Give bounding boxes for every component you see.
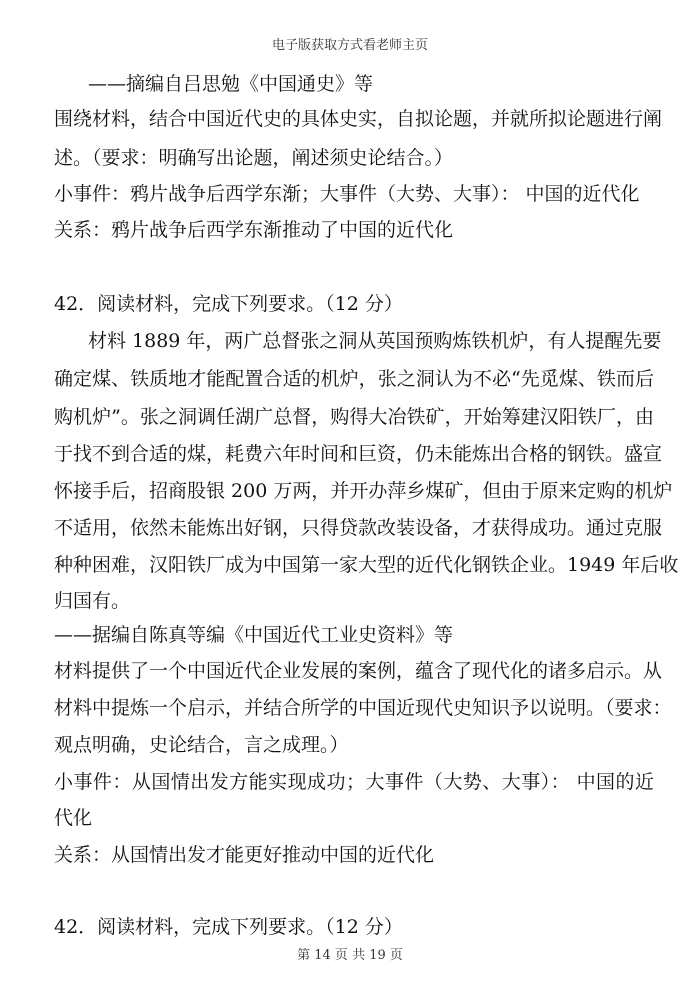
small-event-line-2-continued: 代化 [54, 807, 93, 829]
question-instruction-line-4: 材料中提炼一个启示，并结合所学的中国近现代史知识予以说明。（要求： [54, 697, 672, 719]
material-paragraph-line-6: 不适用，依然未能炼出好钢，只得贷款改装设备，才获得成功。通过克服 [54, 517, 663, 539]
question-instruction-line-3: 材料提供了一个中国近代企业发展的案例，蕴含了现代化的诸多启示。从 [54, 660, 663, 682]
relation-line-1: 关系：鸦片战争后西学东渐推动了中国的近代化 [54, 219, 454, 241]
question-42-heading-2: 42．阅读材料，完成下列要求。（12 分） [54, 916, 403, 938]
material-paragraph-line-7: 种种困难，汉阳铁厂成为中国第一家大型的近代化钢铁企业。1949 年后收 [54, 554, 679, 576]
material-paragraph-line-4: 于找不到合适的煤，耗费六年时间和巨资，仍未能炼出合格的钢铁。盛宣 [54, 443, 663, 465]
small-event-line-1: 小事件：鸦片战争后西学东渐；大事件（大势、大事）： 中国的近代化 [54, 183, 640, 205]
relation-line-2: 关系：从国情出发才能更好推动中国的近代化 [54, 844, 435, 866]
page-footer: 第 14 页 共 19 页 [297, 948, 403, 963]
source-citation-1: ——摘编自吕思勉《中国通史》等 [88, 73, 374, 95]
question-instruction-line-1: 围绕材料，结合中国近代史的具体史实，自拟论题，并就所拟论题进行阐 [54, 108, 663, 130]
material-paragraph-line-1: 材料 1889 年，两广总督张之洞从英国预购炼铁机炉，有人提醒先要 [88, 330, 662, 352]
material-paragraph-line-5: 怀接手后，招商股银 200 万两，并开办萍乡煤矿，但由于原来定购的机炉 [54, 480, 673, 502]
question-instruction-line-2: 述。（要求：明确写出论题，阐述须史论结合。） [54, 147, 454, 169]
page-header: 电子版获取方式看老师主页 [271, 38, 428, 53]
material-paragraph-line-8: 归国有。 [54, 590, 131, 612]
source-citation-2: ——据编自陈真等编《中国近代工业史资料》等 [54, 624, 454, 646]
small-event-line-2: 小事件：从国情出发方能实现成功；大事件（大势、大事）： 中国的近 [54, 771, 654, 793]
material-paragraph-line-2: 确定煤、铁质地才能配置合适的机炉，张之洞认为不必“先觅煤、铁而后 [54, 368, 654, 390]
material-paragraph-line-3: 购机炉”。张之洞调任湖广总督，购得大冶铁矿，开始筹建汉阳铁厂，由 [54, 406, 654, 428]
question-instruction-line-5: 观点明确，史论结合，言之成理。） [54, 734, 349, 756]
question-42-heading-1: 42．阅读材料，完成下列要求。（12 分） [54, 293, 403, 315]
